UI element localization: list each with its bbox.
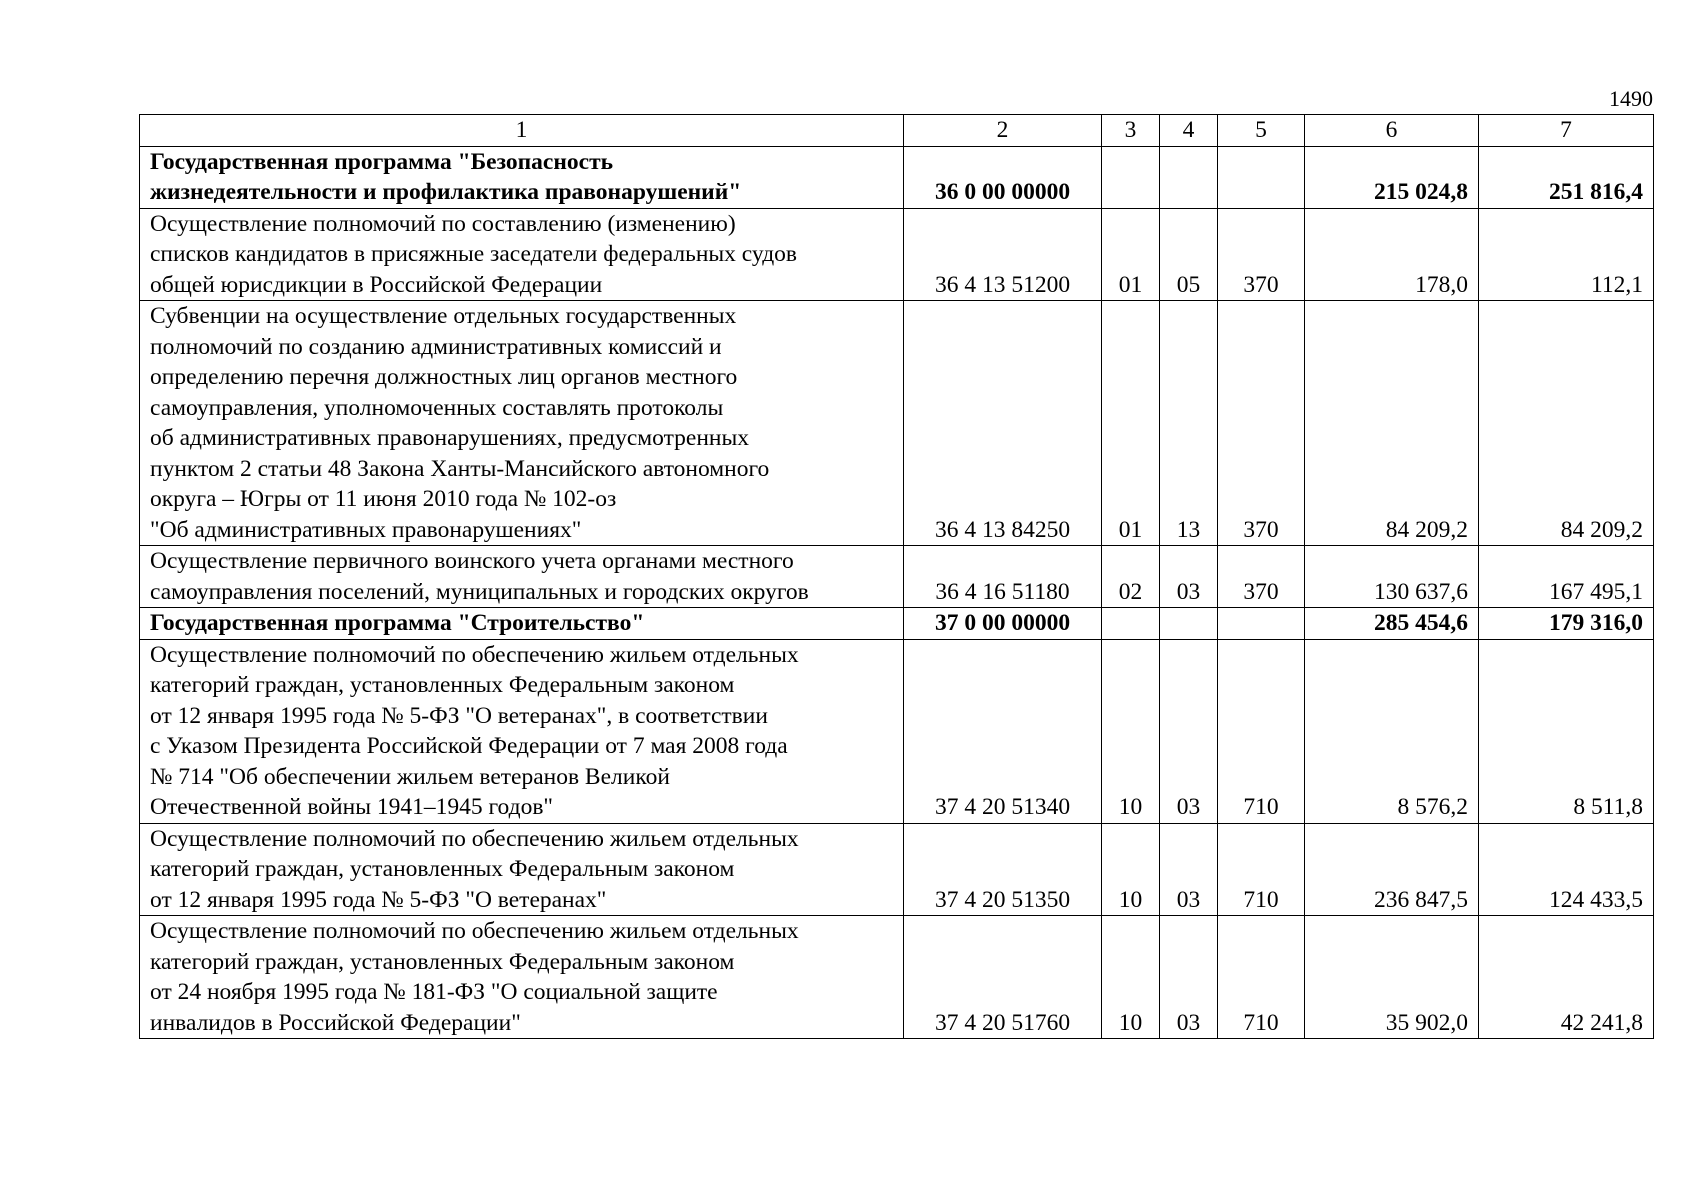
row-section-cell bbox=[1102, 146, 1160, 208]
row-expense-type-cell: 710 bbox=[1218, 823, 1305, 916]
row-expense-type-cell: 370 bbox=[1218, 546, 1305, 608]
column-header: 5 bbox=[1218, 115, 1305, 147]
column-number-header-row bbox=[140, 115, 1654, 147]
row-amount-col7-cell: 179 316,0 bbox=[1479, 608, 1654, 640]
row-expense-type-cell bbox=[1218, 608, 1305, 640]
row-amount-col6-cell: 178,0 bbox=[1305, 208, 1479, 301]
row-amount-col6-cell: 130 637,6 bbox=[1305, 546, 1479, 608]
row-expense-type-cell: 370 bbox=[1218, 208, 1305, 301]
row-amount-col6-cell: 8 576,2 bbox=[1305, 639, 1479, 823]
column-header: 6 bbox=[1305, 115, 1479, 147]
table-row bbox=[140, 301, 1654, 546]
row-section-cell: 10 bbox=[1102, 639, 1160, 823]
table-row bbox=[140, 146, 1654, 208]
row-section-cell: 10 bbox=[1102, 823, 1160, 916]
table-row bbox=[140, 916, 1654, 1039]
row-code-cell: 37 4 20 51760 bbox=[904, 916, 1102, 1039]
row-expense-type-cell: 370 bbox=[1218, 301, 1305, 546]
row-subsection-cell bbox=[1160, 608, 1218, 640]
row-section-cell: 01 bbox=[1102, 301, 1160, 546]
row-code-cell: 37 4 20 51340 bbox=[904, 639, 1102, 823]
row-code-cell: 36 4 13 51200 bbox=[904, 208, 1102, 301]
row-section-cell: 10 bbox=[1102, 916, 1160, 1039]
row-amount-col7-cell: 124 433,5 bbox=[1479, 823, 1654, 916]
row-amount-col6-cell: 84 209,2 bbox=[1305, 301, 1479, 546]
row-expense-type-cell bbox=[1218, 146, 1305, 208]
row-name-cell: Осуществление полномочий по обеспечению жильем отдельных категорий граждан, установленных Федеральным законом от 12 января 1995 года № 5-ФЗ "О ветеранах", в соответствии с Указом Президента Российской Федерации от 7 мая 2008 года № 714 "Об обеспечении жильем ветеранов Великой Отечественной войны 1941–1945 годов" bbox=[140, 639, 904, 823]
column-header: 7 bbox=[1479, 115, 1654, 147]
row-name-cell: Осуществление полномочий по составлению (изменению) списков кандидатов в присяжные заседатели федеральных судов общей юрисдикции в Российской Федерации bbox=[140, 208, 904, 301]
row-section-cell: 02 bbox=[1102, 546, 1160, 608]
row-subsection-cell: 03 bbox=[1160, 639, 1218, 823]
row-code-cell: 37 0 00 00000 bbox=[904, 608, 1102, 640]
row-amount-col7-cell: 251 816,4 bbox=[1479, 146, 1654, 208]
row-subsection-cell: 05 bbox=[1160, 208, 1218, 301]
row-subsection-cell: 03 bbox=[1160, 546, 1218, 608]
column-header: 1 bbox=[140, 115, 904, 147]
row-amount-col6-cell: 285 454,6 bbox=[1305, 608, 1479, 640]
row-name-cell: Осуществление полномочий по обеспечению жильем отдельных категорий граждан, установленных Федеральным законом от 24 ноября 1995 года № 181-ФЗ "О социальной защите инвалидов в Российской Федерации" bbox=[140, 916, 904, 1039]
row-amount-col7-cell: 8 511,8 bbox=[1479, 639, 1654, 823]
row-subsection-cell: 03 bbox=[1160, 916, 1218, 1039]
row-amount-col7-cell: 167 495,1 bbox=[1479, 546, 1654, 608]
row-amount-col6-cell: 236 847,5 bbox=[1305, 823, 1479, 916]
column-header: 2 bbox=[904, 115, 1102, 147]
column-header: 4 bbox=[1160, 115, 1218, 147]
row-code-cell: 36 4 13 84250 bbox=[904, 301, 1102, 546]
row-amount-col7-cell: 42 241,8 bbox=[1479, 916, 1654, 1039]
row-expense-type-cell: 710 bbox=[1218, 639, 1305, 823]
row-amount-col7-cell: 112,1 bbox=[1479, 208, 1654, 301]
row-name-cell: Субвенции на осуществление отдельных государственных полномочий по созданию административных комиссий и определению перечня должностных лиц органов местного самоуправления, уполномоченных составлять протоколы об административных правонарушениях, предусмотренных пунктом 2 статьи 48 Закона Ханты-Мансийского автономного округа – Югры от 11 июня 2010 года № 102-оз "Об административных правонарушениях" bbox=[140, 301, 904, 546]
row-code-cell: 37 4 20 51350 bbox=[904, 823, 1102, 916]
page-number: 1490 bbox=[1609, 86, 1653, 111]
table-row bbox=[140, 208, 1654, 301]
row-code-cell: 36 4 16 51180 bbox=[904, 546, 1102, 608]
column-header: 3 bbox=[1102, 115, 1160, 147]
row-name-cell: Осуществление первичного воинского учета органами местного самоуправления поселений, муниципальных и городских округов bbox=[140, 546, 904, 608]
row-expense-type-cell: 710 bbox=[1218, 916, 1305, 1039]
row-code-cell: 36 0 00 00000 bbox=[904, 146, 1102, 208]
row-amount-col6-cell: 215 024,8 bbox=[1305, 146, 1479, 208]
row-section-cell bbox=[1102, 608, 1160, 640]
row-subsection-cell bbox=[1160, 146, 1218, 208]
row-amount-col7-cell: 84 209,2 bbox=[1479, 301, 1654, 546]
row-name-cell: Государственная программа "Строительство" bbox=[140, 608, 904, 640]
row-amount-col6-cell: 35 902,0 bbox=[1305, 916, 1479, 1039]
row-section-cell: 01 bbox=[1102, 208, 1160, 301]
row-subsection-cell: 13 bbox=[1160, 301, 1218, 546]
table-row bbox=[140, 823, 1654, 916]
table-row bbox=[140, 546, 1654, 608]
row-subsection-cell: 03 bbox=[1160, 823, 1218, 916]
row-name-cell: Государственная программа "Безопасность жизнедеятельности и профилактика правонарушений" bbox=[140, 146, 904, 208]
table-row bbox=[140, 639, 1654, 823]
table-row bbox=[140, 608, 1654, 640]
row-name-cell: Осуществление полномочий по обеспечению жильем отдельных категорий граждан, установленных Федеральным законом от 12 января 1995 года № 5-ФЗ "О ветеранах" bbox=[140, 823, 904, 916]
budget-table bbox=[139, 114, 1654, 1039]
